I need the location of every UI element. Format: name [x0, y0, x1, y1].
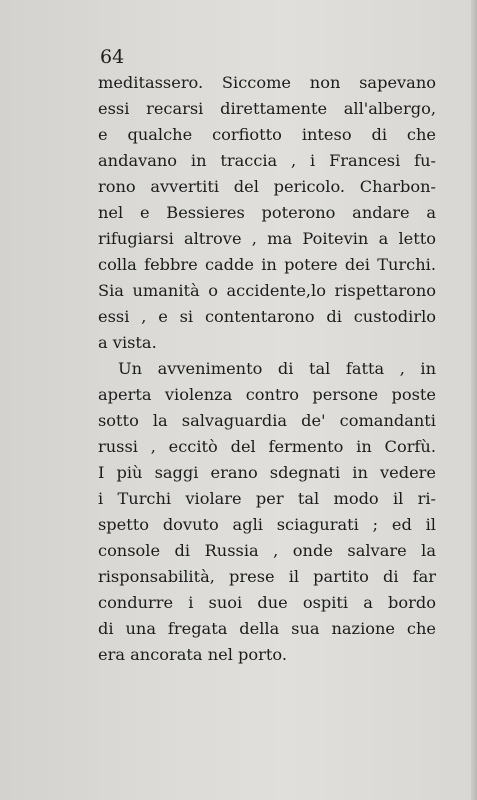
text-line: Sia umanità o accidente,lo rispettarono: [98, 281, 436, 300]
text-line: meditassero. Siccome non sapevano: [98, 73, 436, 92]
text-line: e qualche corfiotto inteso di che: [98, 125, 436, 144]
text-line: sotto la salvaguardia de' comandanti: [98, 411, 436, 430]
text-line: andavano in traccia , i Francesi fu-: [98, 151, 436, 170]
text-line: a vista.: [98, 333, 157, 352]
page-edge: [471, 0, 477, 800]
paragraph-2: [98, 356, 436, 668]
text-line: di una fregata della sua nazione che: [98, 619, 436, 638]
page-number: 64: [100, 46, 125, 68]
text-line: rono avvertiti del pericolo. Charbon-: [98, 177, 436, 196]
text-line: rifugiarsi altrove , ma Poitevin a letto: [98, 229, 436, 248]
text-line: console di Russia , onde salvare la: [98, 541, 436, 560]
text-line: essi recarsi direttamente all'albergo,: [98, 99, 436, 118]
text-line: condurre i suoi due ospiti a bordo: [98, 593, 436, 612]
text-line: i Turchi violare per tal modo il ri-: [98, 489, 436, 508]
page-text: [98, 44, 436, 668]
paragraph-1: [98, 70, 436, 356]
text-line: russi , eccitò del fermento in Corfù.: [98, 437, 436, 456]
text-line: spetto dovuto agli sciagurati ; ed il: [98, 515, 436, 534]
text-line: nel e Bessieres poterono andare a: [98, 203, 436, 222]
text-line: essi , e si contentarono di custodirlo: [98, 307, 436, 326]
text-line: aperta violenza contro persone poste: [98, 385, 436, 404]
text-line: I più saggi erano sdegnati in vedere: [98, 463, 436, 482]
text-line: risponsabilità, prese il partito di far: [98, 567, 436, 586]
text-line: era ancorata nel porto.: [98, 645, 287, 664]
text-line: Un avvenimento di tal fatta , in: [118, 359, 436, 378]
text-line: colla febbre cadde in potere dei Turchi.: [98, 255, 436, 274]
